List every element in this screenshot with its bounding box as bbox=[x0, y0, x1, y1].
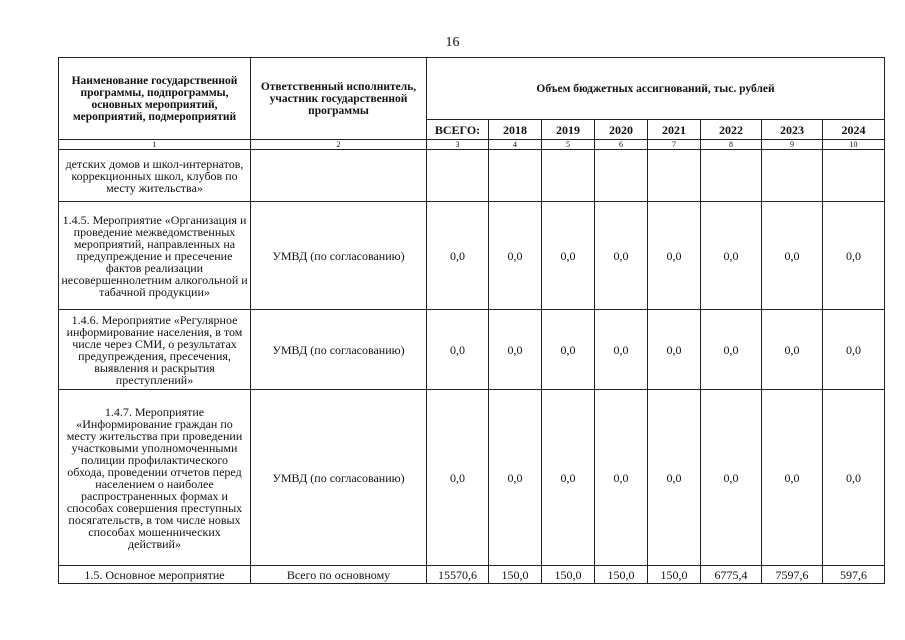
value-cell: 0,0 bbox=[595, 202, 648, 310]
value-cell: 0,0 bbox=[427, 202, 489, 310]
value-cell: 0,0 bbox=[701, 202, 762, 310]
value-cell: 0,0 bbox=[762, 202, 823, 310]
value-cell: 150,0 bbox=[595, 566, 648, 584]
header-executor: Ответственный исполнитель, участник государственной программы bbox=[251, 58, 427, 140]
header-year: 2024 bbox=[823, 120, 885, 140]
table-row bbox=[59, 150, 885, 202]
value-cell: 0,0 bbox=[542, 390, 595, 566]
value-cell: 150,0 bbox=[542, 566, 595, 584]
column-number: 3 bbox=[427, 140, 489, 150]
value-cell: 0,0 bbox=[648, 390, 701, 566]
table-row bbox=[59, 390, 885, 566]
header-year: 2022 bbox=[701, 120, 762, 140]
value-cell: 6775,4 bbox=[701, 566, 762, 584]
column-number: 2 bbox=[251, 140, 427, 150]
value-cell: 0,0 bbox=[648, 202, 701, 310]
page-number: 16 bbox=[445, 35, 460, 50]
value-cell: 0,0 bbox=[542, 202, 595, 310]
value-cell: 0,0 bbox=[823, 310, 885, 390]
table-row bbox=[59, 202, 885, 310]
column-number: 9 bbox=[762, 140, 823, 150]
column-number: 1 bbox=[59, 140, 251, 150]
activity-name: 1.4.5. Мероприятие «Организация и проведение межведомственных мероприятий, направленных на предупреждение и пресечение фактов реализации несовершеннолетним алкогольной и табачной продукции» bbox=[59, 202, 251, 310]
value-cell: 0,0 bbox=[595, 390, 648, 566]
header-year: 2020 bbox=[595, 120, 648, 140]
header-year: 2018 bbox=[489, 120, 542, 140]
activity-name: 1.4.7. Мероприятие «Информирование граждан по месту жительства при проведении участковыми уполномоченными полиции профилактического обхода, проведении отчетов перед населением о наиболее распространенных формах и способах совершения преступных посягательств, в том числе новых способах мошеннических действий» bbox=[59, 390, 251, 566]
value-cell: 0,0 bbox=[427, 310, 489, 390]
value-cell: 0,0 bbox=[489, 310, 542, 390]
column-number-row bbox=[59, 140, 885, 150]
executor-cell bbox=[251, 150, 427, 202]
activity-name: 1.4.6. Мероприятие «Регулярное информирование населения, в том числе через СМИ, о результатах предупреждения, пресечения, выявления и раскрытия преступлений» bbox=[59, 310, 251, 390]
value-cell: 0,0 bbox=[701, 310, 762, 390]
value-cell: 0,0 bbox=[823, 202, 885, 310]
executor-cell: УМВД (по согласованию) bbox=[251, 202, 427, 310]
value-cell: 597,6 bbox=[823, 566, 885, 584]
column-number: 8 bbox=[701, 140, 762, 150]
value-cell: 0,0 bbox=[823, 390, 885, 566]
header-year: 2021 bbox=[648, 120, 701, 140]
value-cell bbox=[823, 150, 885, 202]
table-row bbox=[59, 310, 885, 390]
value-cell: 150,0 bbox=[648, 566, 701, 584]
header-total: ВСЕГО: bbox=[427, 120, 489, 140]
value-cell: 0,0 bbox=[648, 310, 701, 390]
value-cell bbox=[427, 150, 489, 202]
column-number: 10 bbox=[823, 140, 885, 150]
value-cell: 0,0 bbox=[489, 390, 542, 566]
activity-name: детских домов и школ-интернатов, коррекционных школ, клубов по месту жительства» bbox=[59, 150, 251, 202]
table-row bbox=[59, 566, 885, 584]
header-name: Наименование государственной программы, подпрограммы, основных мероприятий, мероприятий, подмероприятий bbox=[59, 58, 251, 140]
column-number: 6 bbox=[595, 140, 648, 150]
value-cell bbox=[595, 150, 648, 202]
value-cell: 0,0 bbox=[427, 390, 489, 566]
column-number: 4 bbox=[489, 140, 542, 150]
header-row bbox=[59, 58, 885, 120]
value-cell bbox=[542, 150, 595, 202]
value-cell bbox=[489, 150, 542, 202]
executor-cell: УМВД (по согласованию) bbox=[251, 310, 427, 390]
value-cell bbox=[701, 150, 762, 202]
value-cell bbox=[762, 150, 823, 202]
column-number: 5 bbox=[542, 140, 595, 150]
value-cell: 0,0 bbox=[762, 310, 823, 390]
value-cell: 0,0 bbox=[762, 390, 823, 566]
header-year: 2023 bbox=[762, 120, 823, 140]
executor-cell: Всего по основному bbox=[251, 566, 427, 584]
header-year: 2019 bbox=[542, 120, 595, 140]
value-cell: 0,0 bbox=[489, 202, 542, 310]
budget-table bbox=[58, 57, 885, 584]
value-cell: 7597,6 bbox=[762, 566, 823, 584]
value-cell: 150,0 bbox=[489, 566, 542, 584]
executor-cell: УМВД (по согласованию) bbox=[251, 390, 427, 566]
header-budget: Объем бюджетных ассигнований, тыс. рублей bbox=[427, 58, 885, 120]
value-cell: 0,0 bbox=[701, 390, 762, 566]
column-number: 7 bbox=[648, 140, 701, 150]
value-cell: 15570,6 bbox=[427, 566, 489, 584]
activity-name: 1.5. Основное мероприятие bbox=[59, 566, 251, 584]
value-cell bbox=[648, 150, 701, 202]
value-cell: 0,0 bbox=[542, 310, 595, 390]
value-cell: 0,0 bbox=[595, 310, 648, 390]
